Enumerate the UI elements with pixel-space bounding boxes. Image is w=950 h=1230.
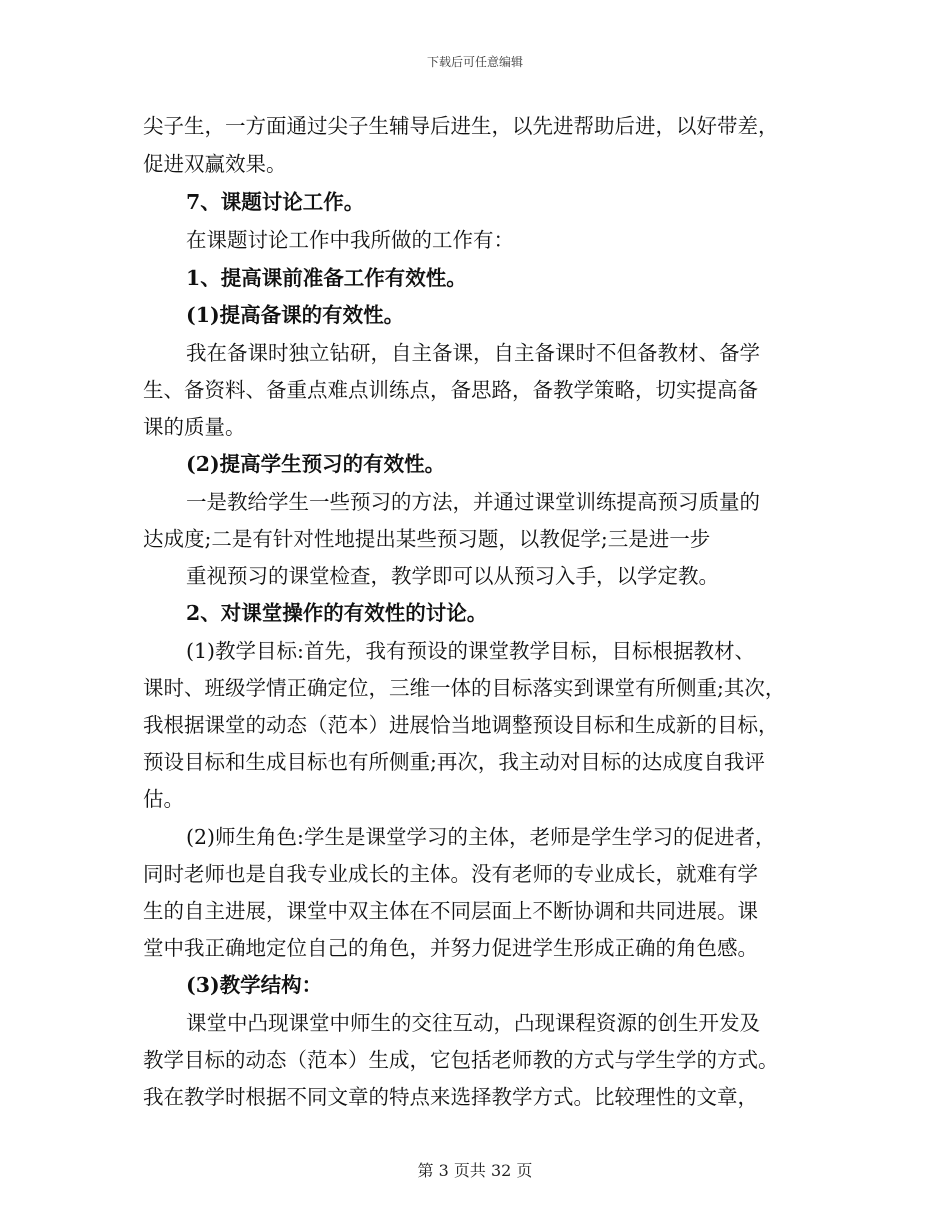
paragraph-line: 重视预习的课堂检查，教学即可以从预习入手，以学定教。	[186, 564, 719, 588]
paragraph-line: 同时老师也是自我专业成长的主体。没有老师的专业成长，就难有学	[143, 862, 758, 886]
subsection-heading: (2)提高学生预习的有效性。	[186, 452, 446, 476]
paragraph-line: 课的质量。	[143, 415, 246, 439]
paragraph-line: 促进双赢效果。	[143, 152, 287, 176]
paragraph-line: (2)师生角色:学生是课堂学习的主体，老师是学生学习的促进者，	[186, 825, 776, 849]
paragraph-line: 在课题讨论工作中我所做的工作有：	[186, 228, 514, 252]
page-header: 下载后可任意编辑	[426, 55, 523, 69]
paragraph-line: 教学目标的动态（范本）生成，它包括老师教的方式与学生学的方式。	[143, 1048, 779, 1072]
paragraph-line: 尖子生，一方面通过尖子生辅导后进生，以先进帮助后进，以好带差，	[143, 114, 779, 138]
paragraph-line: 达成度;二是有针对性地提出某些预习题，以教促学;三是进一步	[143, 527, 711, 551]
paragraph-line: 课堂中凸现课堂中师生的交往互动，凸现课程资源的创生开发及	[186, 1011, 760, 1035]
section-heading: 7、课题讨论工作。	[186, 190, 365, 214]
paragraph-line: 我在教学时根据不同文章的特点来选择教学方式。比较理性的文章，	[143, 1085, 758, 1109]
paragraph-line: 我在备课时独立钻研，自主备课，自主备课时不但备教材、备学	[186, 341, 760, 365]
paragraph-line: 预设目标和生成目标也有所侧重;再次，我主动对目标的达成度自我评	[143, 750, 765, 774]
paragraph-line: 一是教给学生一些预习的方法，并通过课堂训练提高预习质量的	[186, 490, 760, 514]
paragraph-line: (1)教学目标:首先，我有预设的课堂教学目标，目标根据教材、	[186, 639, 755, 663]
paragraph-line: 生的自主进展，课堂中双主体在不同层面上不断协调和共同进展。课	[143, 899, 758, 923]
paragraph-line: 估。	[143, 787, 184, 811]
page-number: 第 3 页共 32 页	[417, 1161, 533, 1180]
subsection-heading: (3)教学结构：	[186, 973, 323, 997]
paragraph-line: 我根据课堂的动态（范本）进展恰当地调整预设目标和生成新的目标，	[143, 713, 779, 737]
section-heading: 1、提高课前准备工作有效性。	[186, 266, 467, 290]
paragraph-line: 生、备资料、备重点难点训练点，备思路，备教学策略，切实提高备	[143, 378, 758, 402]
subsection-heading: (1)提高备课的有效性。	[186, 303, 405, 327]
section-heading: 2、对课堂操作的有效性的讨论。	[186, 601, 488, 625]
paragraph-line: 堂中我正确地定位自己的角色，并努力促进学生形成正确的角色感。	[143, 936, 758, 960]
paragraph-line: 课时、班级学情正确定位，三维一体的目标落实到课堂有所侧重;其次，	[143, 676, 786, 700]
